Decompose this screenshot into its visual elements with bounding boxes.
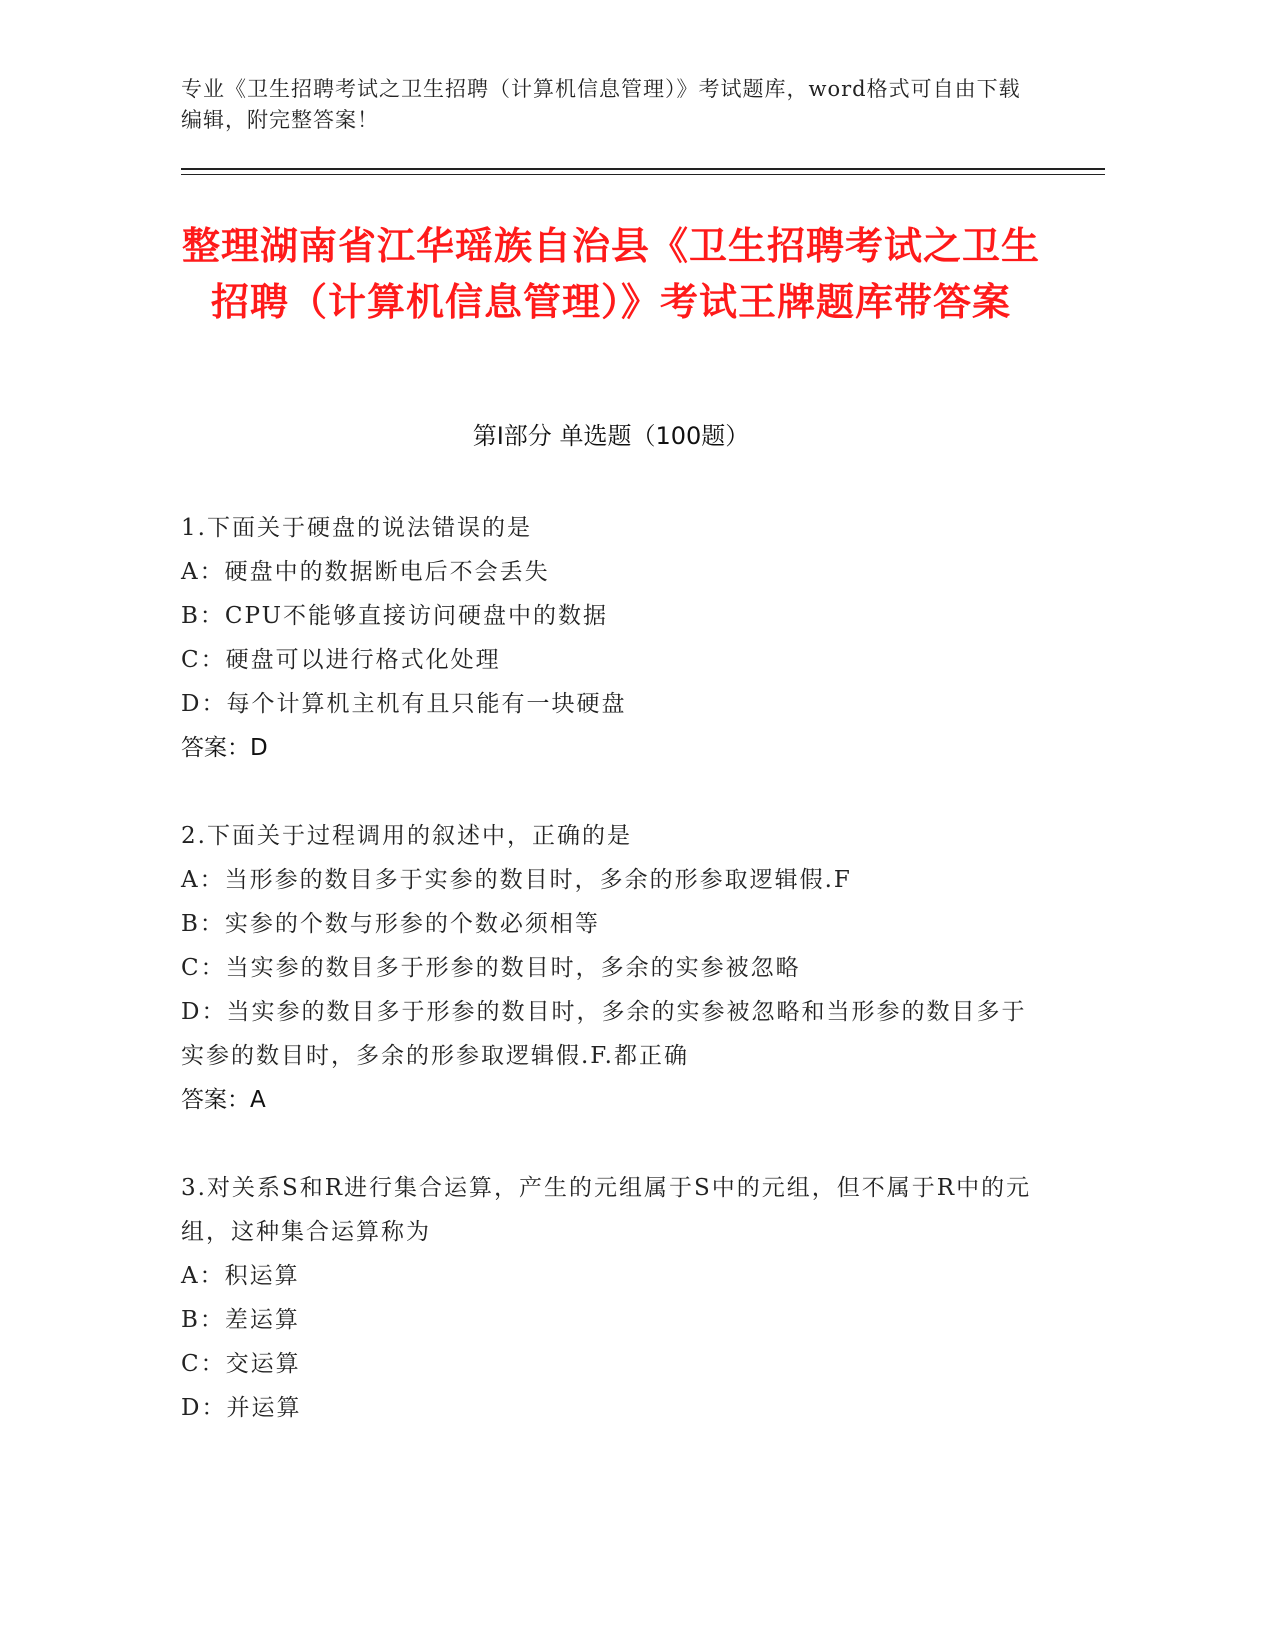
document-title: 整理湖南省江华瑶族自治县《卫生招聘考试之卫生招聘（计算机信息管理）》考试王牌题库带答案: [181, 224, 1040, 324]
option-a: A：当形参的数目多于实参的数目时，多余的形参取逻辑假.F: [181, 867, 852, 893]
answer: 答案：D: [181, 735, 268, 761]
option-c: C：硬盘可以进行格式化处理: [181, 647, 501, 673]
question-2: [181, 814, 1041, 1122]
answer: 答案：A: [181, 1087, 266, 1113]
option-d: D：每个计算机主机有且只能有一块硬盘: [181, 691, 627, 717]
question-stem: 2.下面关于过程调用的叙述中，正确的是: [181, 823, 632, 849]
header-note: 专业《卫生招聘考试之卫生招聘（计算机信息管理）》考试题库，word格式可自由下载编辑，附完整答案！: [181, 77, 1021, 132]
section-title: 第Ⅰ部分 单选题（100题）: [472, 422, 750, 450]
header-rule-thin: [181, 174, 1105, 175]
option-a: A：积运算: [181, 1263, 300, 1289]
option-d: D：并运算: [181, 1395, 302, 1421]
question-stem: 3.对关系S和R进行集合运算，产生的元组属于S中的元组，但不属于R中的元组，这种集合运算称为: [181, 1175, 1032, 1245]
header-rule-thick: [181, 168, 1105, 170]
option-a: A：硬盘中的数据断电后不会丢失: [181, 559, 550, 585]
option-c: C：当实参的数目多于形参的数目时，多余的实参被忽略: [181, 955, 801, 981]
question-stem: 1.下面关于硬盘的说法错误的是: [181, 515, 532, 541]
option-d: D：当实参的数目多于形参的数目时，多余的实参被忽略和当形参的数目多于实参的数目时，多余的形参取逻辑假.F.都正确: [181, 999, 1027, 1069]
question-1: [181, 506, 1041, 770]
option-b: B：差运算: [181, 1307, 300, 1333]
option-b: B：CPU不能够直接访问硬盘中的数据: [181, 603, 608, 629]
option-b: B：实参的个数与形参的个数必须相等: [181, 911, 600, 937]
question-list: [181, 506, 1041, 1474]
option-c: C：交运算: [181, 1351, 301, 1377]
question-3: [181, 1166, 1041, 1430]
